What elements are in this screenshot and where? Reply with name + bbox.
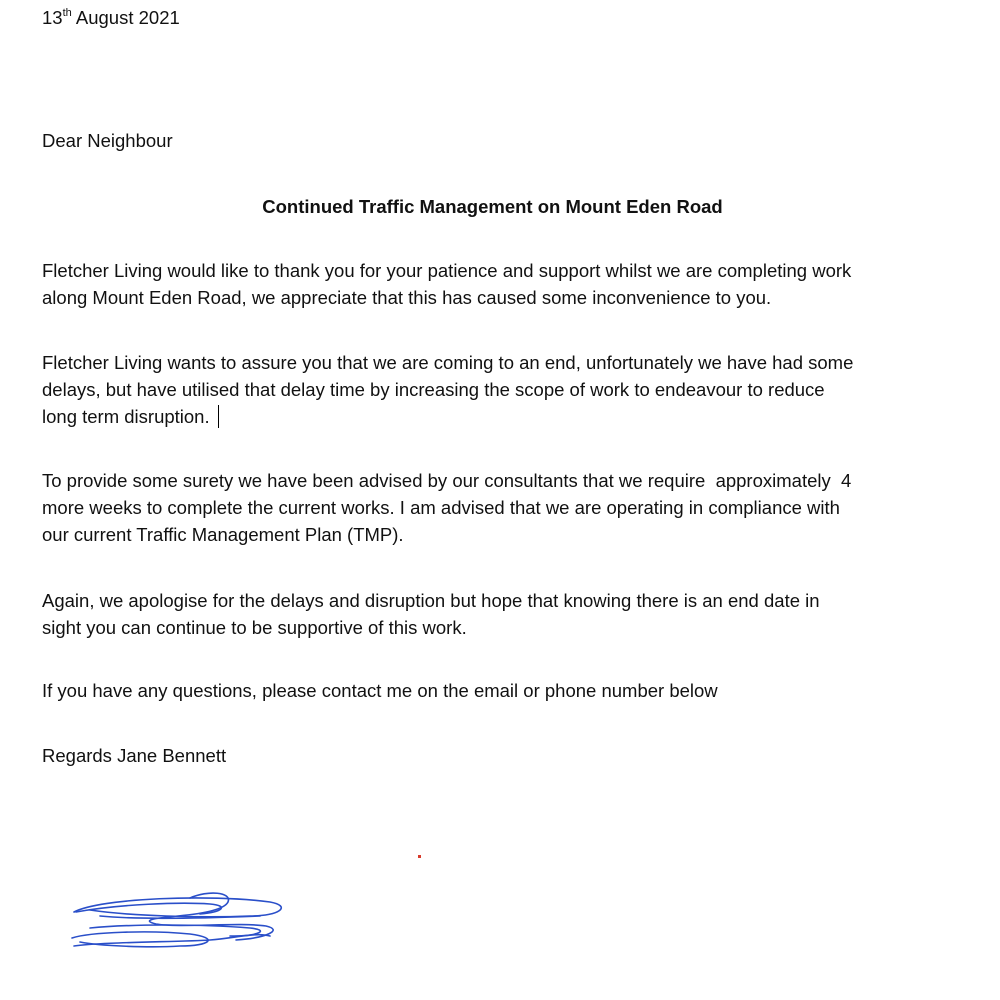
paragraph-line-with-caret[interactable] xyxy=(42,403,957,430)
paragraph-line: our current Traffic Management Plan (TMP). xyxy=(42,524,404,545)
paragraph-line: delays, but have utilised that delay time by increasing the scope of work to endeavour to reduce xyxy=(42,379,825,400)
paragraph-line: sight you can continue to be supportive of this work. xyxy=(42,617,467,638)
subject-text: Continued Traffic Management on Mount Eden Road xyxy=(262,196,723,217)
paragraph-contact: If you have any questions, please contact me on the email or phone number below xyxy=(42,680,718,701)
paragraph-apology xyxy=(42,587,957,641)
date-rest: August 2021 xyxy=(71,7,180,28)
stray-mark xyxy=(418,855,421,858)
subject-heading xyxy=(0,193,1000,220)
paragraph-line: To provide some surety we have been advised by our consultants that we require approximately 4 xyxy=(42,470,852,491)
text-cursor xyxy=(218,405,220,428)
greeting: Dear Neighbour xyxy=(42,130,173,151)
closing-signoff: Regards Jane Bennett xyxy=(42,745,227,766)
signature-image xyxy=(60,880,300,960)
paragraph-assurance xyxy=(42,349,957,430)
paragraph-timeline xyxy=(42,467,957,548)
paragraph-line: Again, we apologise for the delays and disruption but hope that knowing there is an end date in xyxy=(42,590,820,611)
letter-date xyxy=(42,4,957,31)
date-day: 13 xyxy=(42,7,63,28)
paragraph-line: along Mount Eden Road, we appreciate that this has caused some inconvenience to you. xyxy=(42,287,772,308)
paragraph-line: Fletcher Living wants to assure you that we are coming to an end, unfortunately we have had some xyxy=(42,352,854,373)
paragraph-line: long term disruption. xyxy=(42,406,210,427)
paragraph-thanks xyxy=(42,257,957,311)
paragraph-line: Fletcher Living would like to thank you for your patience and support whilst we are completing work xyxy=(42,260,852,281)
date-suffix: th xyxy=(62,7,72,19)
paragraph-line: more weeks to complete the current works. I am advised that we are operating in compliance with xyxy=(42,497,840,518)
signature-strokes xyxy=(72,893,281,947)
